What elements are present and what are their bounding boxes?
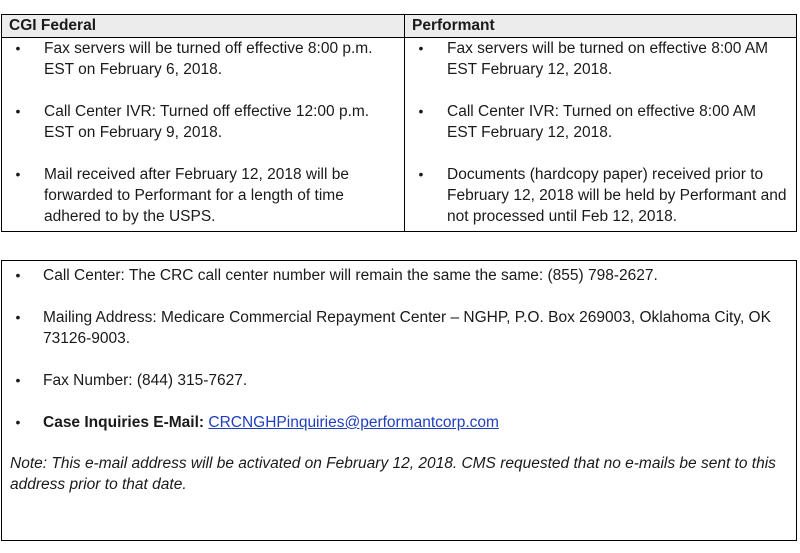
bullet-icon: • — [418, 166, 424, 182]
bullet-icon: • — [15, 372, 21, 388]
mailing-address-item — [2, 307, 796, 349]
list-item — [405, 38, 796, 80]
list-item-text: Mail received after February 12, 2018 will be forwarded to Performant for a length of time adhered to by the USPS. — [44, 166, 349, 225]
mailing-address-text: Mailing Address: Medicare Commercial Repayment Center – NGHP, P.O. Box 269003, Oklahoma City, OK 73126-9003. — [43, 309, 771, 347]
table-body-row — [2, 38, 797, 232]
list-item — [2, 101, 404, 143]
bullet-icon: • — [15, 103, 21, 119]
list-item-text: Call Center IVR: Turned on effective 8:00 AM EST February 12, 2018. — [447, 103, 757, 141]
performant-list — [405, 38, 796, 231]
call-center-text: Call Center: The CRC call center number will remain the same the same: (855) 798-2627. — [43, 267, 658, 284]
list-item — [2, 38, 404, 80]
bullet-icon: • — [15, 166, 21, 182]
contact-info-box — [1, 260, 797, 541]
bullet-icon: • — [15, 414, 21, 430]
header-performant: Performant — [405, 15, 797, 38]
list-item — [2, 164, 404, 227]
bullet-icon: • — [15, 267, 21, 283]
list-item-text: Fax servers will be turned off effective 8:00 p.m. EST on February 6, 2018. — [44, 40, 373, 78]
transition-comparison-table — [1, 14, 797, 232]
cgi-federal-list — [2, 38, 404, 231]
activation-note: Note: This e-mail address will be activated on February 12, 2018. CMS requested that no e-mails be sent to this address prior to that date. — [10, 455, 776, 493]
call-center-item — [2, 265, 796, 286]
list-item-text: Fax servers will be turned on effective 8:00 AM EST February 12, 2018. — [447, 40, 769, 78]
list-item-text: Documents (hardcopy paper) received prior to February 12, 2018 will be held by Performant and not processed until Feb 12, 2018. — [447, 166, 787, 225]
contact-info-list — [2, 261, 796, 433]
case-inquiries-label: Case Inquiries E-Mail: — [43, 414, 205, 431]
list-item — [405, 164, 796, 227]
fax-number-item — [2, 370, 796, 391]
performant-cell — [405, 38, 797, 232]
fax-number-text: Fax Number: (844) 315-7627. — [43, 372, 248, 389]
list-item — [405, 101, 796, 143]
bullet-icon: • — [15, 309, 21, 325]
bullet-icon: • — [15, 40, 21, 56]
header-cgi-federal: CGI Federal — [2, 15, 405, 38]
list-item-text: Call Center IVR: Turned off effective 12:00 p.m. EST on February 9, 2018. — [44, 103, 370, 141]
case-inquiries-item — [2, 412, 796, 433]
cgi-federal-cell — [2, 38, 405, 232]
bullet-icon: • — [418, 103, 424, 119]
bullet-icon: • — [418, 40, 424, 56]
case-inquiries-email-link[interactable]: CRCNGHPinquiries@performantcorp.com — [208, 414, 499, 431]
table-header-row — [2, 15, 797, 38]
